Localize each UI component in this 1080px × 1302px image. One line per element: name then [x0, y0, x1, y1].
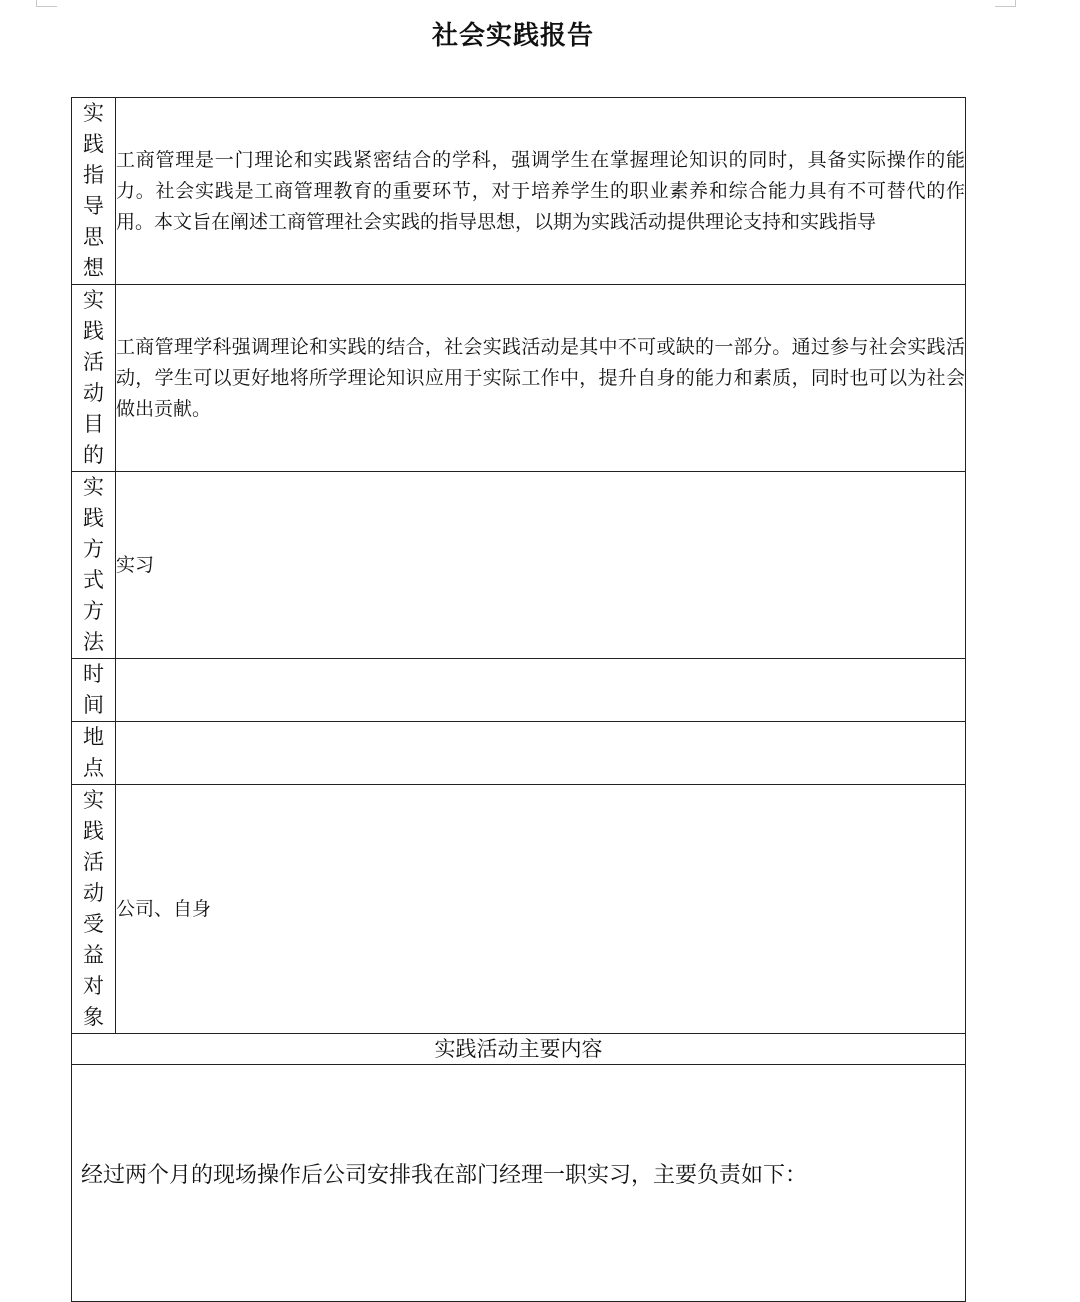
table-row-main-content: [72, 1065, 966, 1302]
content-cell-beneficiary[interactable]: 公司、自身: [116, 785, 966, 1034]
label-cell-method: [72, 472, 116, 659]
content-cell-method[interactable]: 实习: [116, 472, 966, 659]
table-row-guide: [72, 98, 966, 285]
row-label-beneficiary: 实践活动受益对象: [83, 788, 104, 1029]
content-cell-time[interactable]: [116, 659, 966, 722]
label-cell-purpose: [72, 285, 116, 472]
row-label-guide: 实践指导思想: [83, 101, 104, 280]
label-cell-place: [72, 722, 116, 785]
label-cell-beneficiary: [72, 785, 116, 1034]
main-content-text[interactable]: 经过两个月的现场操作后公司安排我在部门经理一职实习，主要负责如下：: [72, 1065, 966, 1302]
table-row-time: [72, 659, 966, 722]
table-row-purpose: [72, 285, 966, 472]
document-title: 社会实践报告: [431, 21, 594, 51]
label-cell-guide: [72, 98, 116, 285]
table-row-place: [72, 722, 966, 785]
main-content-heading: 实践活动主要内容: [72, 1034, 966, 1065]
content-cell-purpose[interactable]: 工商管理学科强调理论和实践的结合，社会实践活动是其中不可或缺的一部分。通过参与社会实践活动，学生可以更好地将所学理论知识应用于实际工作中，提升自身的能力和素质，同时也可以为社会做出贡献。: [116, 285, 966, 472]
row-label-place: 地点: [83, 725, 104, 780]
page-corner-mark-left: [36, 0, 57, 7]
report-table: [71, 97, 966, 1302]
table-row-method: [72, 472, 966, 659]
content-cell-place[interactable]: [116, 722, 966, 785]
row-label-time: 时间: [83, 662, 104, 717]
label-cell-time: [72, 659, 116, 722]
row-label-method: 实践方式方法: [83, 475, 104, 654]
content-cell-guide[interactable]: 工商管理是一门理论和实践紧密结合的学科，强调学生在掌握理论知识的同时，具备实际操作的能力。社会实践是工商管理教育的重要环节，对于培养学生的职业素养和综合能力具有不可替代的作用。本文旨在阐述工商管理社会实践的指导思想，以期为实践活动提供理论支持和实践指导: [116, 98, 966, 285]
row-label-purpose: 实践活动目的: [83, 288, 104, 467]
page-corner-mark-right: [995, 0, 1016, 7]
table-row-main-heading: [72, 1034, 966, 1065]
table-row-beneficiary: [72, 785, 966, 1034]
